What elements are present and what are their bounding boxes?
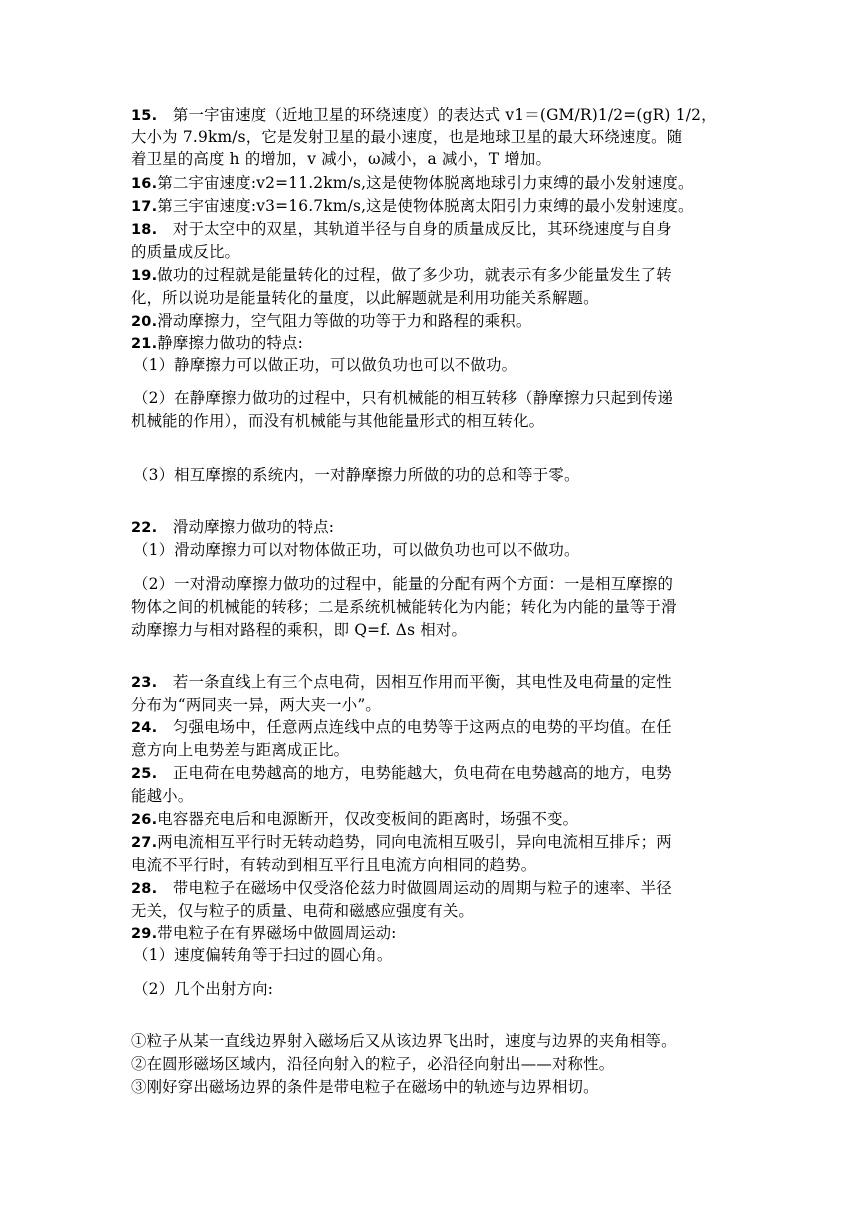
line-text: 正电荷在电势越高的地方，电势能越大，负电荷在电势越高的地方，电势: [157, 764, 672, 782]
line-text: （3）相互摩擦的系统内，一对静摩擦力所做的功的总和等于零。: [133, 466, 580, 484]
text-line: [131, 310, 531, 333]
text-line: [131, 739, 349, 762]
text-line: [131, 831, 672, 854]
text-line: [131, 264, 672, 287]
text-line: [131, 241, 240, 264]
text-line: [131, 218, 672, 241]
line-text: ①粒子从某一直线边界射入磁场后又从该边界飞出时，速度与边界的夹角相等。: [131, 1032, 677, 1050]
line-text: 做功的过程就是能量转化的过程，做了多少功，就表示有多少能量发生了转: [157, 266, 672, 284]
line-text: 电容器充电后和电源断开，仅改变板间的距离时，场强不变。: [157, 810, 579, 828]
line-text: 滑动摩擦力，空气阻力等做的功等于力和路程的乘积。: [157, 312, 532, 330]
line-text: 第二宇宙速度:v2=11.2km/s,这是使物体脱离地球引力束缚的最小发射速度。: [157, 174, 694, 192]
line-text: 的质量成反比。: [131, 243, 241, 261]
line-text: （2）几个出射方向:: [133, 980, 274, 998]
line-text: 若一条直线上有三个点电荷，因相互作用而平衡，其电性及电荷量的定性: [157, 673, 672, 691]
text-line: [131, 172, 694, 195]
item-number: 15.: [131, 108, 158, 124]
line-text: 能越小。: [131, 787, 194, 805]
item-number: 24.: [131, 720, 158, 736]
text-line: [133, 464, 580, 487]
item-number: 18.: [131, 222, 158, 238]
line-text: 对于太空中的双星，其轨道半径与自身的质量成反比，其环绕速度与自身: [157, 220, 672, 238]
text-line: [131, 104, 717, 127]
line-text: 大小为 7.9km/s，它是发射卫星的最小速度，也是地球卫星的最大环绕速度。随: [131, 128, 683, 146]
item-number: 29.: [131, 926, 158, 942]
text-line: [131, 762, 672, 785]
item-number: 19.: [131, 268, 158, 284]
line-text: 带电粒子在有界磁场中做圆周运动:: [157, 924, 397, 942]
text-line: [131, 785, 193, 808]
text-line: [131, 694, 381, 717]
text-line: [131, 516, 334, 539]
text-line: [131, 877, 672, 900]
item-number: 23.: [131, 675, 158, 691]
item-number: 22.: [131, 520, 158, 536]
line-text: 带电粒子在磁场中仅受洛伦兹力时做圆周运动的周期与粒子的速率、半径: [157, 879, 672, 897]
text-line: [131, 716, 672, 739]
line-text: （2）在静摩擦力做功的过程中，只有机械能的相互转移（静摩擦力只起到传递: [133, 389, 674, 407]
text-line: [131, 808, 578, 831]
line-text: 分布为“两同夹一异，两大夹一小”。: [131, 696, 381, 714]
line-text: 化，所以说功是能量转化的量度，以此解题就是利用功能关系解题。: [131, 289, 599, 307]
item-number: 16.: [131, 176, 158, 192]
line-text: 动摩擦力与相对路程的乘积，即 Q=f. Δs 相对。: [131, 621, 468, 639]
text-line: [133, 354, 517, 377]
text-line: [131, 195, 694, 218]
line-text: 两电流相互平行时无转动趋势，同向电流相互吸引，异向电流相互排斥；两: [157, 833, 672, 851]
text-line: [131, 1076, 599, 1099]
line-text: 滑动摩擦力做功的特点:: [157, 518, 335, 536]
line-text: 着卫星的高度 h 的增加，v 减小，ω减小，a 减小，T 增加。: [131, 150, 552, 168]
line-text: 意方向上电势差与距离成正比。: [131, 741, 350, 759]
text-line: [131, 922, 397, 945]
line-text: 匀强电场中，任意两点连线中点的电势等于这两点的电势的平均值。在任: [157, 718, 672, 736]
item-number: 25.: [131, 766, 158, 782]
line-text: 物体之间的机械能的转移；二是系统机械能转化为内能；转化为内能的量等于滑: [131, 598, 677, 616]
text-line: [133, 539, 580, 562]
item-number: 28.: [131, 881, 158, 897]
text-line: [133, 944, 392, 967]
text-line: [133, 978, 273, 1001]
line-text: ②在圆形磁场区域内，沿径向射入的粒子，必沿径向射出——对称性。: [131, 1055, 615, 1073]
line-text: （1）速度偏转角等于扫过的圆心角。: [133, 946, 393, 964]
line-text: （1）静摩擦力可以做正功，可以做负功也可以不做功。: [133, 356, 518, 374]
text-line: [131, 1030, 677, 1053]
line-text: 电流不平行时，有转动到相互平行且电流方向相同的趋势。: [131, 856, 537, 874]
line-text: （2）一对滑动摩擦力做功的过程中，能量的分配有两个方面：一是相互摩擦的: [133, 575, 674, 593]
line-text: （1）滑动摩擦力可以对物体做正功，可以做负功也可以不做功。: [133, 541, 580, 559]
text-line: [131, 671, 672, 694]
text-line: [131, 1053, 614, 1076]
item-number: 27.: [131, 835, 158, 851]
line-text: 机械能的作用），而没有机械能与其他能量形式的相互转化。: [131, 412, 545, 430]
item-number: 26.: [131, 812, 158, 828]
item-number: 21.: [131, 336, 158, 352]
item-number: 20.: [131, 314, 158, 330]
text-line: [131, 126, 682, 149]
text-line: [131, 596, 677, 619]
text-line: [133, 573, 673, 596]
text-line: [131, 332, 303, 355]
line-text: 无关，仅与粒子的质量、电荷和磁感应强度有关。: [131, 902, 474, 920]
line-text: ③刚好穿出磁场边界的条件是带电粒子在磁场中的轨迹与边界相切。: [131, 1078, 599, 1096]
text-line: [131, 410, 544, 433]
item-number: 17.: [131, 199, 158, 215]
text-line: [131, 148, 551, 171]
line-text: 第三宇宙速度:v3=16.7km/s,这是使物体脱离太阳引力束缚的最小发射速度。: [157, 197, 694, 215]
text-line: [131, 900, 474, 923]
text-line: [133, 387, 673, 410]
line-text: 第一宇宙速度（近地卫星的环绕速度）的表达式 v1＝(GM/R)1/2=(gR) 1/2，: [157, 106, 717, 124]
text-line: [131, 619, 467, 642]
text-line: [131, 287, 599, 310]
line-text: 静摩擦力做功的特点:: [157, 334, 303, 352]
text-line: [131, 854, 536, 877]
